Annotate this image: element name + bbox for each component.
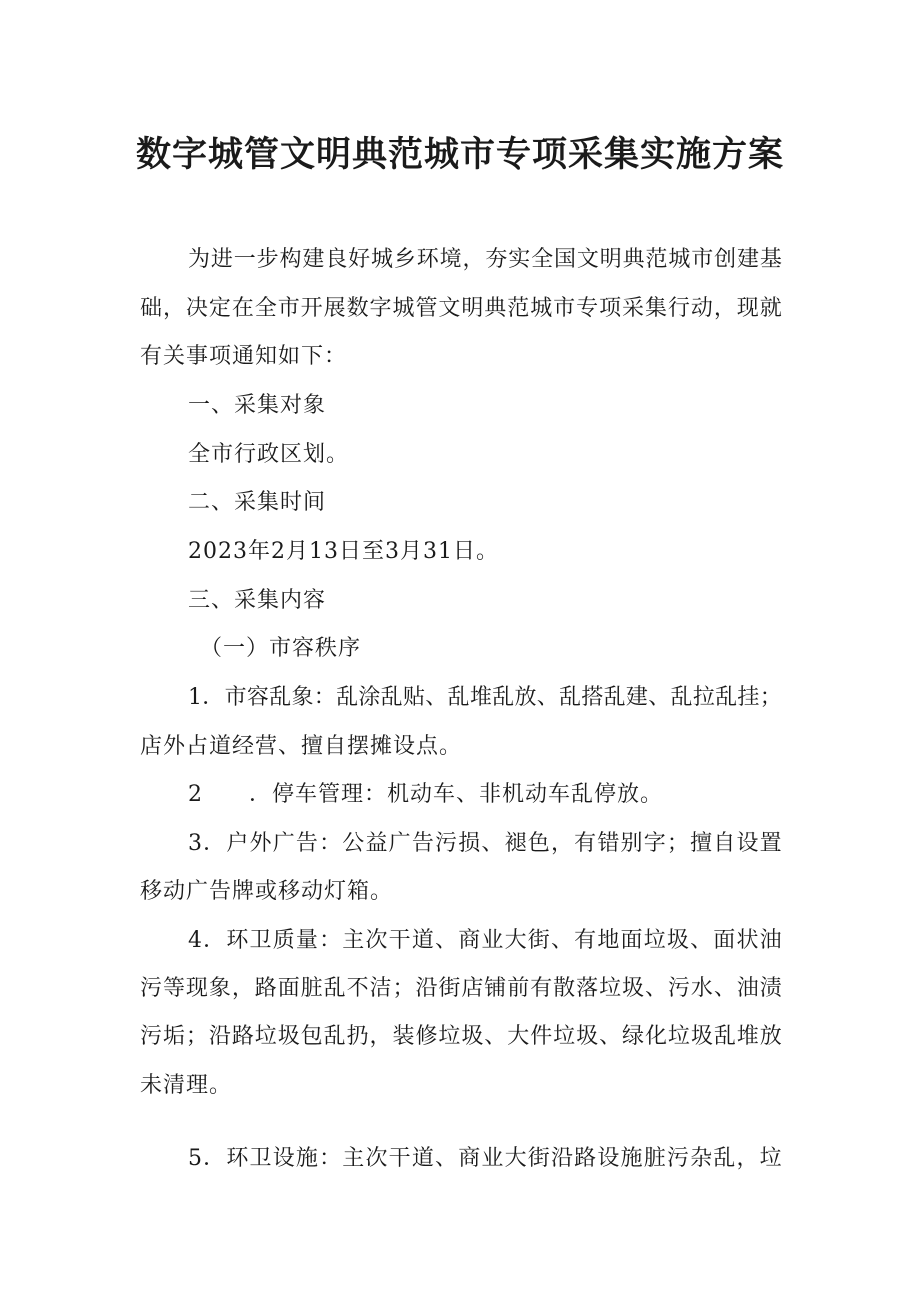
paragraph-line: 污 等 现 象 ， 路 面 脏 乱 不 洁 ； 沿 街 店 铺 前 有 散 落 垃 圾 、 污 水 、 油 渍 xyxy=(140,976,782,1001)
paragraph-line: 污 垢 ； 沿 路 垃 圾 包 乱 扔 ， 装 修 垃 圾 、 大 件 垃 圾 、 绿 化 垃 圾 乱 堆 放 xyxy=(140,1024,782,1049)
paragraph-line: 有关事项通知如下： xyxy=(140,344,348,369)
paragraph-line: 础 ， 决 定 在 全 市 开 展 数 字 城 管 文 明 典 范 城 市 专 项 采 集 行 动 ， 现 就 xyxy=(140,296,782,321)
section-heading: 一、采集对象 xyxy=(188,393,327,418)
paragraph-line: 移动广告牌或移动灯箱。 xyxy=(140,879,394,904)
paragraph-line: 全市行政区划。 xyxy=(188,442,350,467)
paragraph-line: 2023年2月13日至3月31日。 xyxy=(188,539,499,564)
subsection-heading: （一）市容秩序 xyxy=(200,636,362,661)
paragraph-line: 未清理。 xyxy=(140,1073,233,1098)
paragraph-line: 1 ． 市 容 乱 象 ： 乱 涂 乱 贴 、 乱 堆 乱 放 、 乱 搭 乱 建 、 乱 拉 乱 挂 ； xyxy=(188,685,782,710)
paragraph-line: 4 ． 环 卫 质 量 ： 主 次 干 道 、 商 业 大 街 、 有 地 面 垃 圾 、 面 状 油 xyxy=(188,928,782,953)
paragraph-line: 5 ． 环 卫 设 施 ： 主 次 干 道 、 商 业 大 街 沿 路 设 施 脏 污 杂 乱 ， 垃 xyxy=(188,1146,782,1171)
paragraph-line: 2 ．停车管理：机动车、非机动车乱停放。 xyxy=(188,782,663,807)
paragraph-line: 为 进 一 步 构 建 良 好 城 乡 环 境 ， 夯 实 全 国 文 明 典 范 城 市 创 建 基 xyxy=(188,247,782,272)
document-title: 数字城管文明典范城市专项采集实施方案 xyxy=(135,135,784,175)
section-heading: 三、采集内容 xyxy=(188,588,327,613)
paragraph-line: 3 ． 户 外 广 告 ： 公 益 广 告 污 损 、 褪 色 ， 有 错 别 字 ； 擅 自 设 置 xyxy=(188,831,782,856)
paragraph-line: 店外占道经营、擅自摆摊设点。 xyxy=(140,734,463,759)
section-heading: 二、采集时间 xyxy=(188,490,327,515)
